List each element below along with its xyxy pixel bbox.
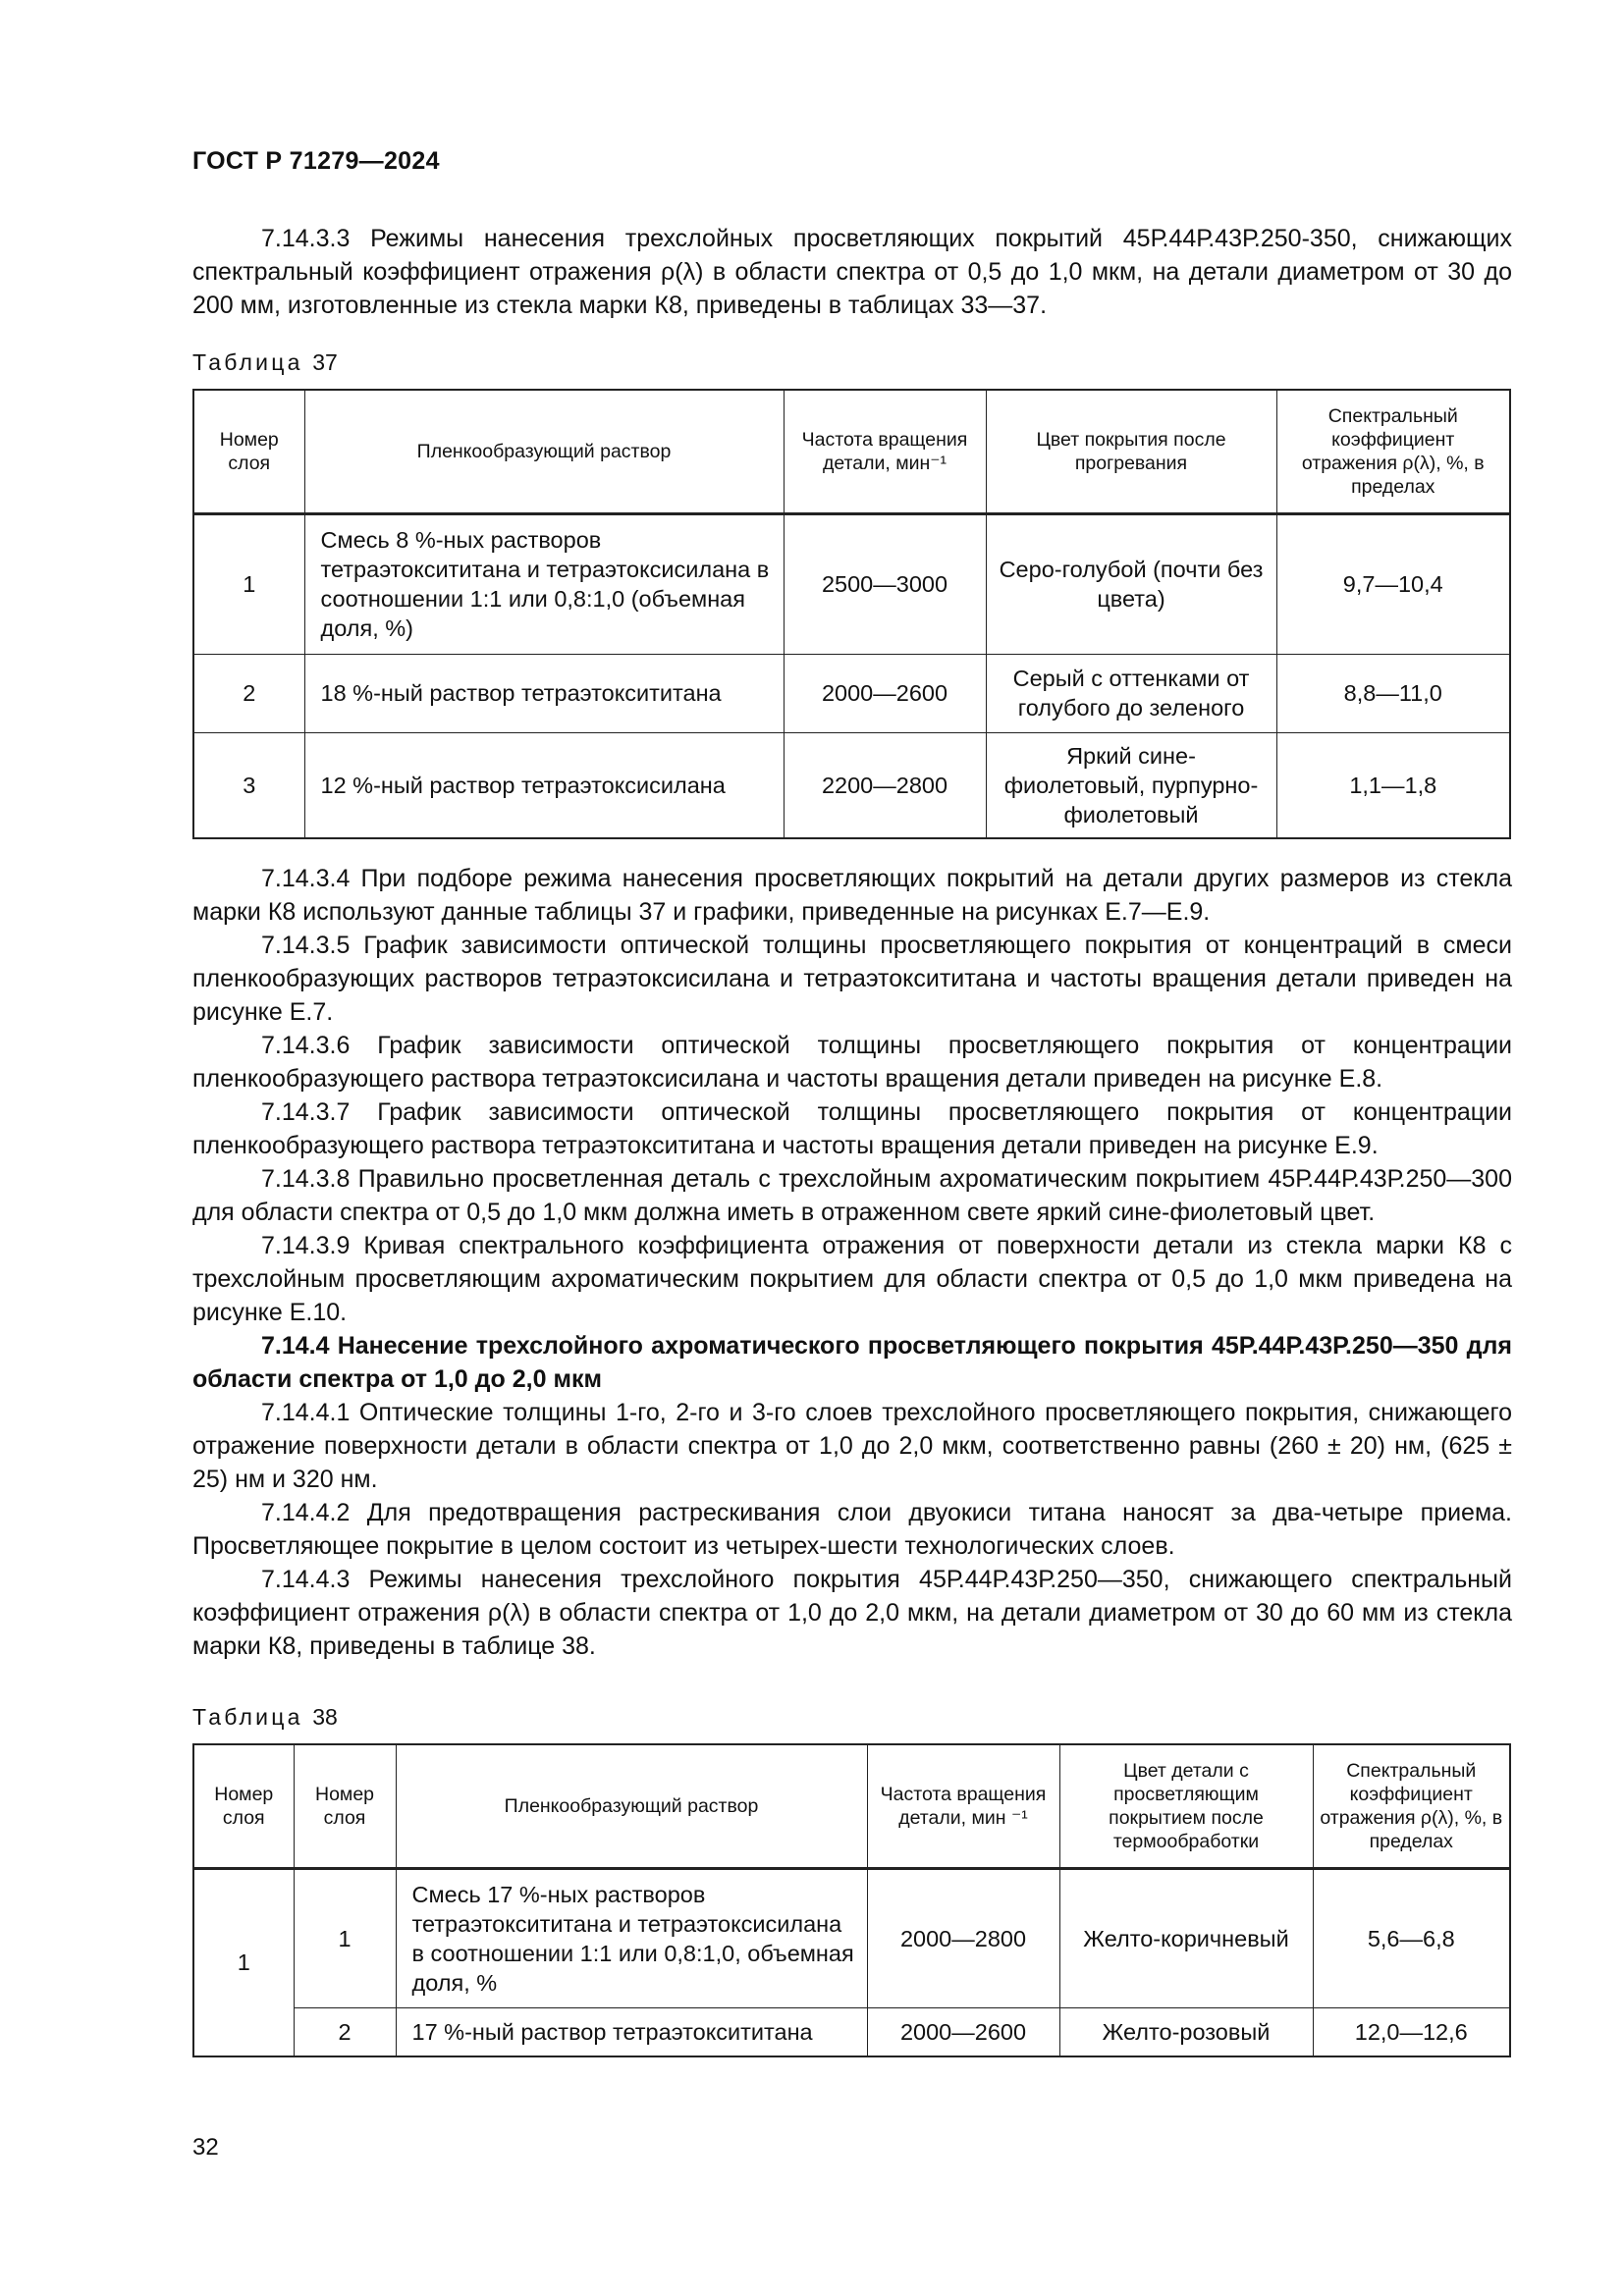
header-reflectance: Спектральный коэффициент отражения ρ(λ), %, в пределах [1313, 1744, 1510, 1868]
header-reflectance: Спектральный коэффициент отражения ρ(λ), %, в пределах [1276, 390, 1510, 513]
cell-speed: 2000—2800 [867, 1868, 1059, 2007]
intro-block [192, 222, 1512, 322]
cell-solution: Смесь 8 %-ных растворов тетраэтоксититана и тетраэтоксисилана в соотношении 1:1 или 0,8:1,0 (объемная доля, %) [304, 513, 784, 654]
table-37 [192, 389, 1511, 839]
table-38 [192, 1743, 1511, 2057]
paragraph-7-14-3-7: 7.14.3.7 График зависимости оптической толщины просветляющего покрытия от концентрации пленкообразующего раствора тетраэтоксититана и частоты вращения детали приведен на рисунке Е.9. [192, 1098, 1512, 1159]
paragraph-7-14-3-8: 7.14.3.8 Правильно просветленная деталь с трехслойным ахроматическим покрытием 45Р.44Р.43Р.250—300 для области спектра от 0,5 до 1,0 мкм должна иметь в отраженном свете яркий сине-фиолетовый цвет. [192, 1165, 1512, 1226]
table-header-row [193, 1744, 1510, 1868]
cell-layer: 1 [294, 1868, 396, 2007]
paragraph-7-14-3-5: 7.14.3.5 График зависимости оптической толщины просветляющего покрытия от концентраций в смеси пленкообразующих растворов тетраэтоксисилана и тетраэтоксититана и частоты вращения детали приведен на рисунке Е.7. [192, 932, 1512, 1026]
cell-speed: 2000—2600 [867, 2007, 1059, 2056]
cell-layer: 2 [294, 2007, 396, 2056]
table-caption-label: Таблица [192, 1704, 303, 1730]
page-number: 32 [192, 2134, 219, 2161]
paragraph-7-14-3-6: 7.14.3.6 График зависимости оптической толщины просветляющего покрытия от концентрации пленкообразующего раствора тетраэтоксисилана и частоты вращения детали приведен на рисунке Е.8. [192, 1032, 1512, 1093]
cell-layer: 1 [193, 513, 304, 654]
cell-solution: 12 %-ный раствор тетраэтоксисилана [304, 732, 784, 838]
cell-group-layer: 1 [193, 1868, 294, 2056]
paragraph-7-14-3-4: 7.14.3.4 При подборе режима нанесения просветляющих покрытий на детали других размеров из стекла марки К8 используют данные таблицы 37 и графики, приведенные на рисунках Е.7—Е.9. [192, 865, 1512, 926]
header-speed: Частота вращения детали, мин ⁻¹ [867, 1744, 1059, 1868]
cell-color: Желто-розовый [1059, 2007, 1313, 2056]
cell-layer: 3 [193, 732, 304, 838]
paragraph-7-14-4-2: 7.14.4.2 Для предотвращения растрескивания слои двуокиси титана наносят за два-четыре приема. Просветляющее покрытие в целом состоит из четырех-шести технологических слоев. [192, 1499, 1512, 1560]
header-layer: Номер слоя [193, 390, 304, 513]
cell-speed: 2000—2600 [784, 654, 986, 732]
cell-reflectance: 1,1—1,8 [1276, 732, 1510, 838]
cell-speed: 2200—2800 [784, 732, 986, 838]
cell-reflectance: 9,7—10,4 [1276, 513, 1510, 654]
cell-reflectance: 5,6—6,8 [1313, 1868, 1510, 2007]
header-speed: Частота вращения детали, мин⁻¹ [784, 390, 986, 513]
cell-solution: 18 %-ный раствор тетраэтоксититана [304, 654, 784, 732]
header-group-layer: Номер слоя [193, 1744, 294, 1868]
cell-layer: 2 [193, 654, 304, 732]
header-color: Цвет покрытия после прогревания [986, 390, 1276, 513]
header-solution: Пленкообразующий раствор [396, 1744, 867, 1868]
header-layer: Номер слоя [294, 1744, 396, 1868]
cell-color: Серый с оттенками от голубого до зеленого [986, 654, 1276, 732]
cell-solution: 17 %-ный раствор тетраэтоксититана [396, 2007, 867, 2056]
cell-speed: 2500—3000 [784, 513, 986, 654]
table-row [193, 654, 1510, 732]
table-row [193, 1868, 1510, 2007]
table-row [193, 513, 1510, 654]
body-block [192, 862, 1512, 1663]
table-caption-number: 38 [312, 1704, 338, 1730]
cell-reflectance: 12,0—12,6 [1313, 2007, 1510, 2056]
paragraph-7-14-3-3: 7.14.3.3 Режимы нанесения трехслойных просветляющих покрытий 45Р.44Р.43Р.250-350, снижающих спектральный коэффициент отражения ρ(λ) в области спектра от 0,5 до 1,0 мкм, на детали диаметром от 30 до 200 мм, изготовленные из стекла марки К8, приведены в таблицах 33—37. [192, 225, 1512, 319]
cell-color: Яркий сине-фиолетовый, пурпурно-фиолетовый [986, 732, 1276, 838]
cell-solution: Смесь 17 %-ных растворов тетраэтоксититана и тетраэтоксисилана в соотношении 1:1 или 0,8:1,0, объемная доля, % [396, 1868, 867, 2007]
paragraph-7-14-4-1: 7.14.4.1 Оптические толщины 1-го, 2-го и 3-го слоев трехслойного просветляющего покрытия, снижающего отражение поверхности детали в области спектра от 1,0 до 2,0 мкм, соответственно равны (260 ± 20) нм, (625 ± 25) нм и 320 нм. [192, 1399, 1512, 1493]
table-38-caption [192, 1704, 338, 1731]
cell-reflectance: 8,8—11,0 [1276, 654, 1510, 732]
table-header-row [193, 390, 1510, 513]
table-caption-label: Таблица [192, 349, 303, 375]
document-header: ГОСТ Р 71279—2024 [192, 147, 440, 175]
table-caption-number: 37 [312, 349, 338, 375]
cell-color: Желто-коричневый [1059, 1868, 1313, 2007]
paragraph-7-14-4-3: 7.14.4.3 Режимы нанесения трехслойного покрытия 45Р.44Р.43Р.250—350, снижающего спектральный коэффициент отражения ρ(λ) в области спектра от 1,0 до 2,0 мкм, на детали диаметром от 30 до 60 мм из стекла марки К8, приведены в таблице 38. [192, 1566, 1512, 1660]
header-color: Цвет детали с просветляющим покрытием после термообработки [1059, 1744, 1313, 1868]
table-row [193, 2007, 1510, 2056]
table-row [193, 732, 1510, 838]
section-heading-7-14-4: 7.14.4 Нанесение трехслойного ахроматического просветляющего покрытия 45Р.44Р.43Р.250—350 для области спектра от 1,0 до 2,0 мкм [192, 1332, 1512, 1393]
cell-color: Серо-голубой (почти без цвета) [986, 513, 1276, 654]
paragraph-7-14-3-9: 7.14.3.9 Кривая спектрального коэффициента отражения от поверхности детали из стекла марки К8 с трехслойным просветляющим ахроматическим покрытием для области спектра от 0,5 до 1,0 мкм приведена на рисунке Е.10. [192, 1232, 1512, 1326]
header-solution: Пленкообразующий раствор [304, 390, 784, 513]
table-37-caption [192, 349, 338, 376]
